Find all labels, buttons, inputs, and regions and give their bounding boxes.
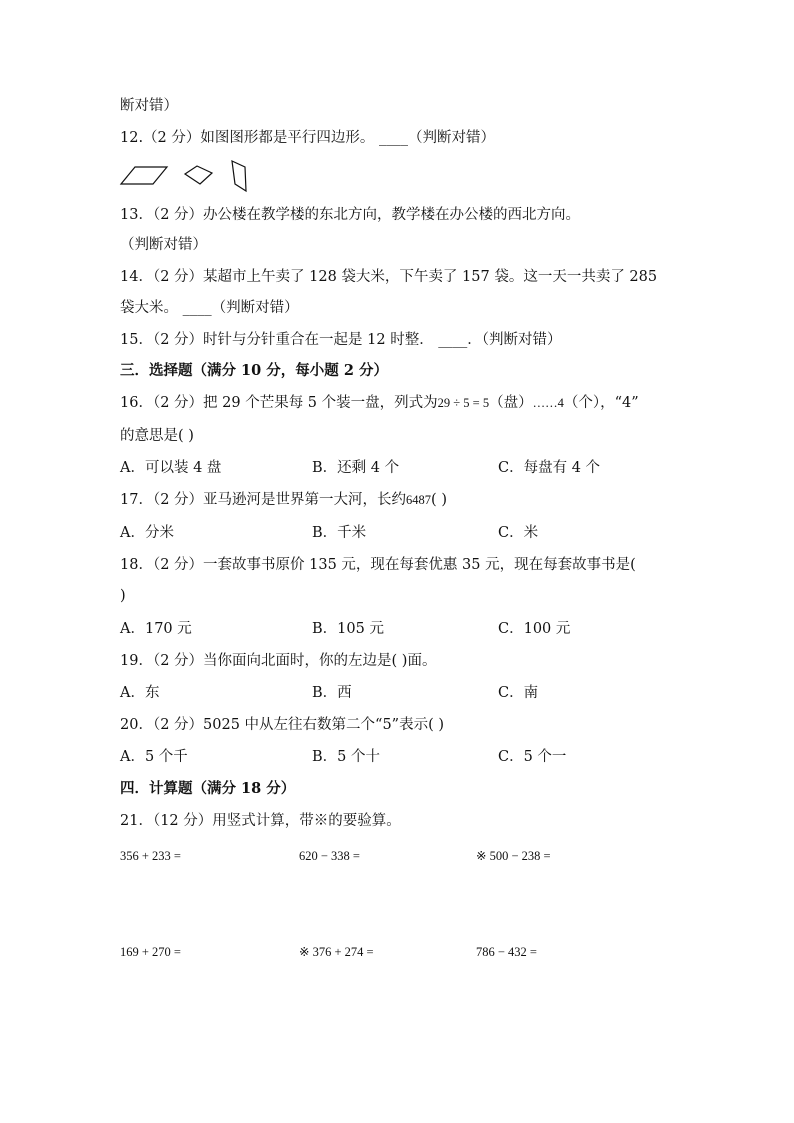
q18-line1: 18．（2 分）一套故事书原价 135 元，现在每套优惠 35 元，现在每套故事书是( [120, 557, 636, 573]
q18-option-c[interactable]: C．100 元 [498, 621, 571, 637]
q16-suffix: （个），“4” [563, 395, 639, 411]
q16-option-b[interactable]: B．还剩 4 个 [312, 460, 400, 476]
section4-heading: 四．计算题（满分 18 分） [120, 780, 296, 797]
rhombus-icon [185, 166, 212, 184]
q21-expr-2: 620 − 338 = [299, 849, 360, 863]
q16-line2: 的意思是( ) [120, 428, 194, 444]
q17-option-a[interactable]: A．分米 [120, 525, 174, 541]
q21-expr-1: 356 + 233 = [120, 849, 181, 863]
q17-option-c[interactable]: C．米 [498, 525, 539, 541]
q19-option-b[interactable]: B．西 [312, 685, 352, 701]
q16-prefix: 16．（2 分）把 29 个芒果每 5 个装一盘，列式为 [120, 395, 438, 411]
q16-line1 [120, 393, 639, 413]
q18-line2: ) [120, 588, 126, 604]
q19-option-c[interactable]: C．南 [498, 685, 539, 701]
q17-suffix: ( ) [431, 492, 447, 508]
q15-text: 15．（2 分）时针与分针重合在一起是 12 时整． ____．（判断对错） [120, 332, 562, 348]
q21-text: 21．（12 分）用竖式计算，带※的要验算。 [120, 813, 401, 829]
q17-formula: 6487 [406, 493, 432, 507]
q11-tail: 断对错） [120, 98, 178, 114]
q21-expr-4: 169 + 270 = [120, 945, 181, 959]
q21-expr-6: 786 − 432 = [476, 945, 537, 959]
q21-expr-5: ※ 376 + 274 = [299, 945, 374, 959]
q17-prefix: 17．（2 分）亚马逊河是世界第一大河，长约 [120, 492, 407, 508]
q17-option-b[interactable]: B．千米 [312, 525, 367, 541]
q20-option-b[interactable]: B．5 个十 [312, 749, 380, 765]
q21-expr-3: ※ 500 − 238 = [476, 849, 551, 863]
q18-option-b[interactable]: B．105 元 [312, 621, 384, 637]
slanted-quadrilateral-icon [232, 161, 246, 191]
q20-option-c[interactable]: C．5 个一 [498, 749, 567, 765]
q16-option-a[interactable]: A．可以装 4 盘 [120, 460, 222, 476]
q16-formula: 29 ÷ 5 = 5 [437, 396, 490, 410]
q16-option-c[interactable]: C．每盘有 4 个 [498, 460, 601, 476]
q16-formula2: ……4 [532, 396, 564, 410]
q20-text: 20．（2 分）5025 中从左往右数第二个“5”表示( ) [120, 717, 445, 733]
q19-text: 19．（2 分）当你面向北面时，你的左边是( )面。 [120, 653, 437, 669]
q20-option-a[interactable]: A．5 个千 [120, 749, 188, 765]
q19-option-a[interactable]: A．东 [120, 685, 160, 701]
q12-text: 12.（2 分）如图图形都是平行四边形。 ____（判断对错） [120, 130, 496, 146]
q13-line2: （判断对错） [120, 237, 207, 253]
q14-line2: 袋大米。 ____（判断对错） [120, 300, 299, 316]
section3-heading: 三．选择题（满分 10 分，每小题 2 分） [120, 362, 388, 379]
q16-middle: （盘） [489, 395, 533, 411]
q12-shapes [115, 158, 255, 194]
q18-option-a[interactable]: A．170 元 [120, 621, 192, 637]
q14-line1: 14．（2 分）某超市上午卖了 128 袋大米，下午卖了 157 袋。这一天一共卖了 285 [120, 269, 658, 285]
q17-line1 [120, 490, 447, 510]
q13-line1: 13．（2 分）办公楼在教学楼的东北方向，教学楼在办公楼的西北方向。 [120, 207, 581, 223]
parallelogram-icon [121, 167, 167, 184]
